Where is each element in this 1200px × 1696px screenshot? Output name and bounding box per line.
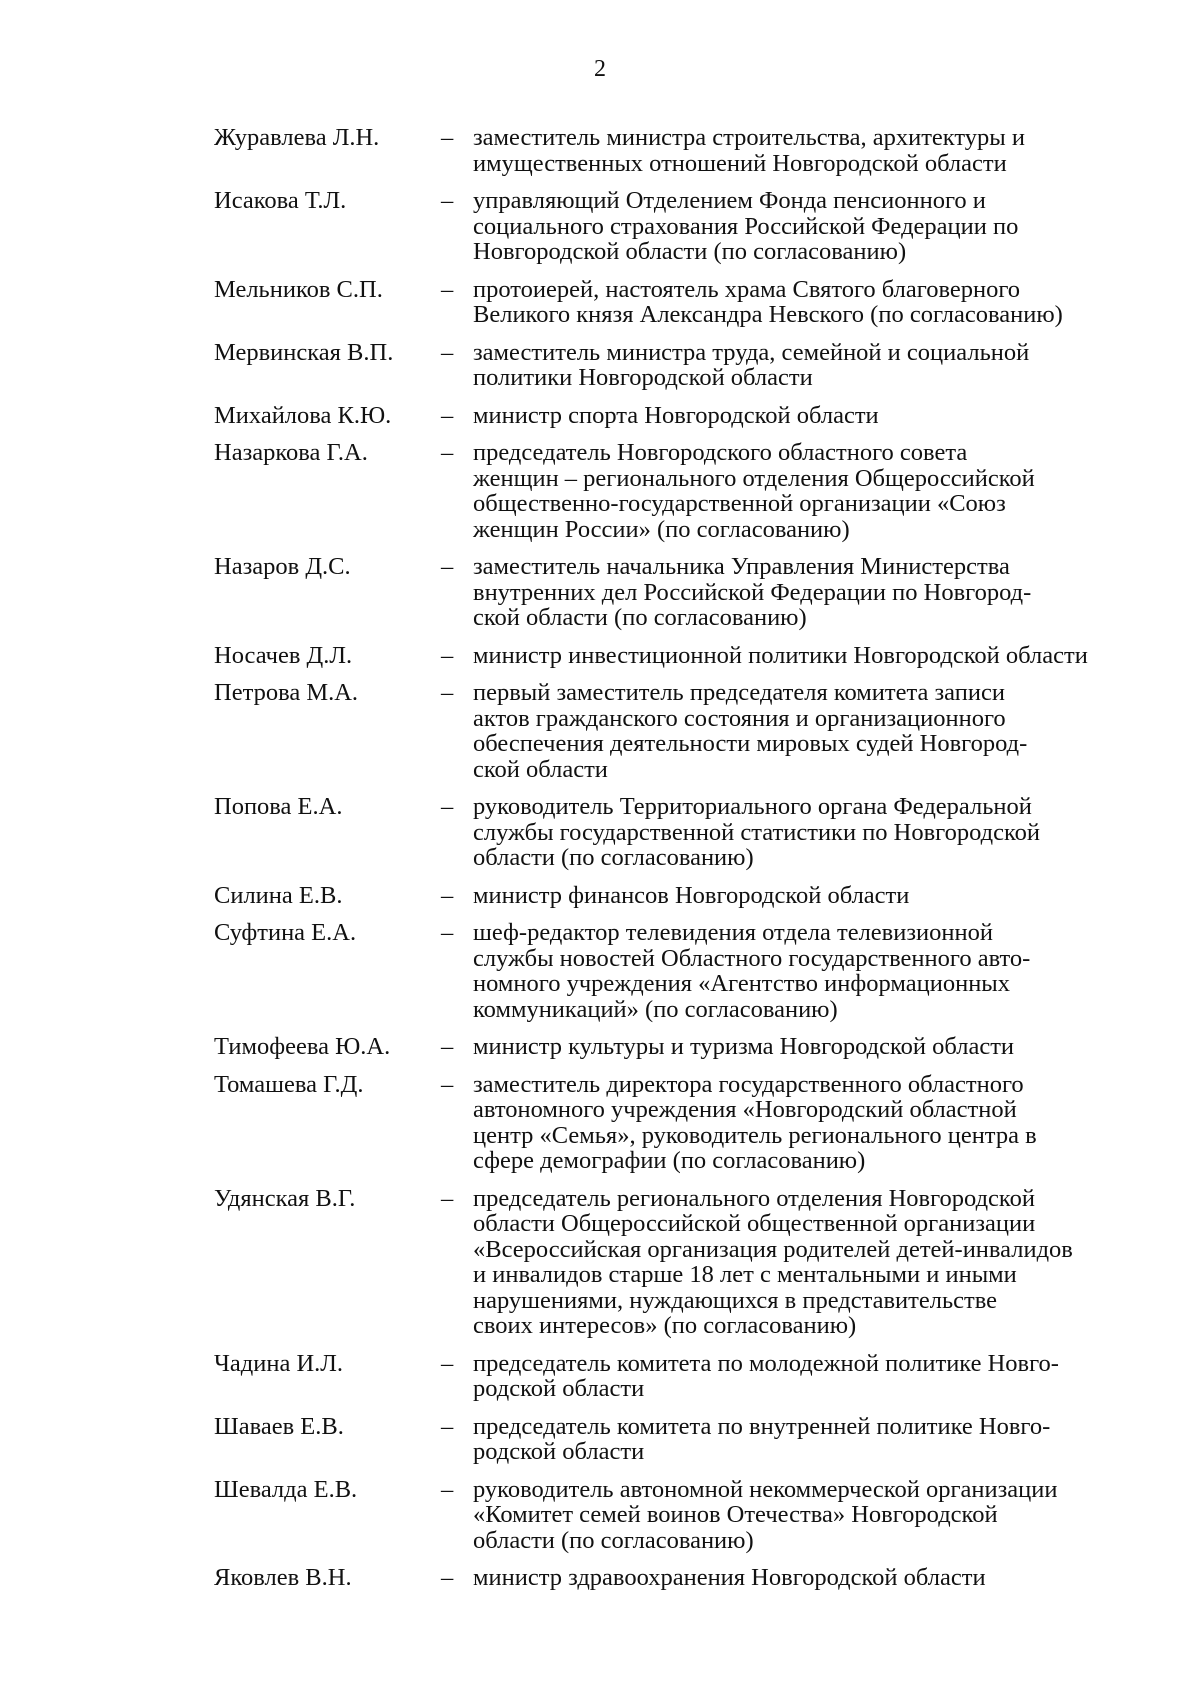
member-position <box>473 920 1131 1022</box>
member-position <box>473 188 1131 265</box>
member-name: Исакова Т.Л. <box>214 187 347 214</box>
member-dash: – <box>441 919 454 946</box>
member-dash: – <box>441 1349 454 1377</box>
member-position <box>473 340 1131 391</box>
member-position-line: нарушениями, нуждающихся в представительстве <box>473 1286 998 1314</box>
member-name: Мервинская В.П. <box>214 338 394 366</box>
member-position-line: службы государственной статистики по Новгородской <box>473 818 1041 846</box>
member-dash: – <box>441 1412 454 1440</box>
member-row <box>214 340 1134 391</box>
member-position <box>473 277 1131 328</box>
member-name: Назаров Д.С. <box>214 553 351 580</box>
member-position <box>473 125 1131 176</box>
members-list <box>214 125 1134 1603</box>
member-row <box>214 1072 1134 1174</box>
member-position-line: «Всероссийская организация родителей детей-инвалидов <box>473 1235 1073 1263</box>
member-position <box>473 1034 1131 1060</box>
member-row <box>214 794 1134 871</box>
member-row <box>214 1034 1134 1060</box>
member-position-line: области Общероссийской общественной организации <box>473 1210 1036 1237</box>
member-position-line: шеф-редактор телевидения отдела телевизионной <box>473 919 993 946</box>
member-position-line: заместитель министра труда, семейной и социальной <box>473 338 1030 366</box>
member-dash: – <box>441 187 454 214</box>
member-name: Попова Е.А. <box>214 793 343 820</box>
member-name: Шевалда Е.В. <box>214 1475 358 1503</box>
member-position-line: родской области <box>473 1438 645 1465</box>
member-name: Михайлова К.Ю. <box>214 401 392 429</box>
member-position <box>473 883 1131 909</box>
member-position-line: внутренних дел Российской Федерации по Новгород- <box>473 578 1032 606</box>
member-position-line: общественно-государственной организации «Союз <box>473 490 1006 517</box>
member-position-line: «Комитет семей воинов Отечества» Новгородской <box>473 1501 998 1528</box>
member-position-line: обеспечения деятельности мировых судей Новгород- <box>473 730 1028 757</box>
member-position-line: председатель комитета по внутренней политике Новго- <box>473 1412 1051 1440</box>
member-dash: – <box>441 275 454 303</box>
member-position-line: ской области <box>473 755 608 783</box>
member-position-line: заместитель директора государственного областного <box>473 1070 1024 1098</box>
member-position-line: коммуникаций» (по согласованию) <box>473 995 838 1023</box>
member-name: Шаваев Е.В. <box>214 1412 344 1440</box>
member-position <box>473 1186 1131 1339</box>
member-position-line: родской области <box>473 1375 645 1402</box>
member-position-line: министр финансов Новгородской области <box>473 881 910 909</box>
member-dash: – <box>441 1070 454 1098</box>
member-dash: – <box>441 1564 454 1591</box>
member-name: Носачев Д.Л. <box>214 641 353 669</box>
member-position <box>473 1565 1131 1591</box>
member-row <box>214 1565 1134 1591</box>
member-position-line: Новгородской области (по согласованию) <box>473 238 907 265</box>
member-position-line: министр спорта Новгородской области <box>473 401 879 429</box>
member-name: Назаркова Г.А. <box>214 439 368 466</box>
member-position-line: своих интересов» (по согласованию) <box>473 1312 857 1339</box>
member-name: Суфтина Е.А. <box>214 919 357 946</box>
member-position-line: председатель Новгородского областного совета <box>473 439 968 466</box>
member-dash: – <box>441 553 454 580</box>
member-position <box>473 403 1131 429</box>
member-row <box>214 883 1134 909</box>
member-position-line: политики Новгородской области <box>473 364 813 391</box>
member-dash: – <box>441 401 454 429</box>
member-position <box>473 1414 1131 1465</box>
member-name: Тимофеева Ю.А. <box>214 1033 391 1060</box>
member-position-line: и инвалидов старше 18 лет с ментальными и иными <box>473 1261 1017 1288</box>
member-row <box>214 277 1134 328</box>
member-row <box>214 1414 1134 1465</box>
member-name: Удянская В.Г. <box>214 1184 356 1212</box>
member-dash: – <box>441 679 454 706</box>
member-row <box>214 680 1134 782</box>
member-position-line: сфере демографии (по согласованию) <box>473 1147 866 1174</box>
member-position-line: Великого князя Александра Невского (по согласованию) <box>473 301 1063 328</box>
member-dash: – <box>441 338 454 366</box>
member-name: Яковлев В.Н. <box>214 1564 352 1591</box>
member-position-line: первый заместитель председателя комитета записи <box>473 679 1005 706</box>
member-position <box>473 554 1131 631</box>
member-position-line: заместитель начальника Управления Министерства <box>473 553 1010 580</box>
member-position-line: автономного учреждения «Новгородский областной <box>473 1096 1017 1123</box>
member-row <box>214 1477 1134 1554</box>
member-position <box>473 1351 1131 1402</box>
member-dash: – <box>441 793 454 820</box>
member-name: Журавлева Л.Н. <box>214 124 380 151</box>
member-dash: – <box>441 1475 454 1503</box>
member-dash: – <box>441 641 454 669</box>
member-row <box>214 1351 1134 1402</box>
member-position-line: области (по согласованию) <box>473 844 754 871</box>
member-position-line: руководитель Территориального органа Федеральной <box>473 793 1032 820</box>
member-position-line: актов гражданского состояния и организационного <box>473 704 1006 732</box>
member-row <box>214 643 1134 669</box>
member-position-line: министр здравоохранения Новгородской области <box>473 1564 986 1591</box>
member-position-line: имущественных отношений Новгородской области <box>473 149 1007 177</box>
member-dash: – <box>441 1033 454 1060</box>
member-dash: – <box>441 439 454 466</box>
member-dash: – <box>441 1184 454 1212</box>
member-name: Чадина И.Л. <box>214 1349 344 1377</box>
member-position <box>473 1072 1131 1174</box>
member-dash: – <box>441 124 454 151</box>
member-position-line: центр «Семья», руководитель регионального центра в <box>473 1121 1037 1149</box>
member-row <box>214 920 1134 1022</box>
member-position-line: области (по согласованию) <box>473 1526 754 1554</box>
member-position-line: социального страхования Российской Федерации по <box>473 212 1019 240</box>
member-position <box>473 643 1131 669</box>
member-position-line: женщин – регионального отделения Общероссийской <box>473 464 1035 492</box>
page-number: 2 <box>594 56 606 82</box>
member-position-line: номного учреждения «Агентство информационных <box>473 970 1011 997</box>
member-position-line: женщин России» (по согласованию) <box>473 515 850 543</box>
member-name: Силина Е.В. <box>214 881 343 909</box>
member-row <box>214 188 1134 265</box>
member-name: Томашева Г.Д. <box>214 1070 364 1098</box>
member-position-line: председатель регионального отделения Новгородской <box>473 1184 1035 1212</box>
member-position <box>473 440 1131 542</box>
member-position <box>473 680 1131 782</box>
member-row <box>214 403 1134 429</box>
member-dash: – <box>441 881 454 909</box>
member-position-line: заместитель министра строительства, архитектуры и <box>473 124 1025 151</box>
member-position-line: руководитель автономной некоммерческой организации <box>473 1475 1058 1503</box>
member-position-line: министр культуры и туризма Новгородской области <box>473 1033 1015 1060</box>
member-position-line: управляющий Отделением Фонда пенсионного и <box>473 187 986 214</box>
member-position-line: председатель комитета по молодежной политике Новго- <box>473 1349 1059 1377</box>
member-position <box>473 1477 1131 1554</box>
member-position-line: министр инвестиционной политики Новгородской области <box>473 641 1088 669</box>
member-position-line: службы новостей Областного государственного авто- <box>473 944 1031 972</box>
member-position-line: ской области (по согласованию) <box>473 604 807 631</box>
member-name: Мельников С.П. <box>214 275 383 303</box>
member-row <box>214 440 1134 542</box>
member-name: Петрова М.А. <box>214 679 359 706</box>
member-row <box>214 554 1134 631</box>
member-position-line: протоиерей, настоятель храма Святого благоверного <box>473 275 1021 303</box>
member-position <box>473 794 1131 871</box>
member-row <box>214 1186 1134 1339</box>
member-row <box>214 125 1134 176</box>
